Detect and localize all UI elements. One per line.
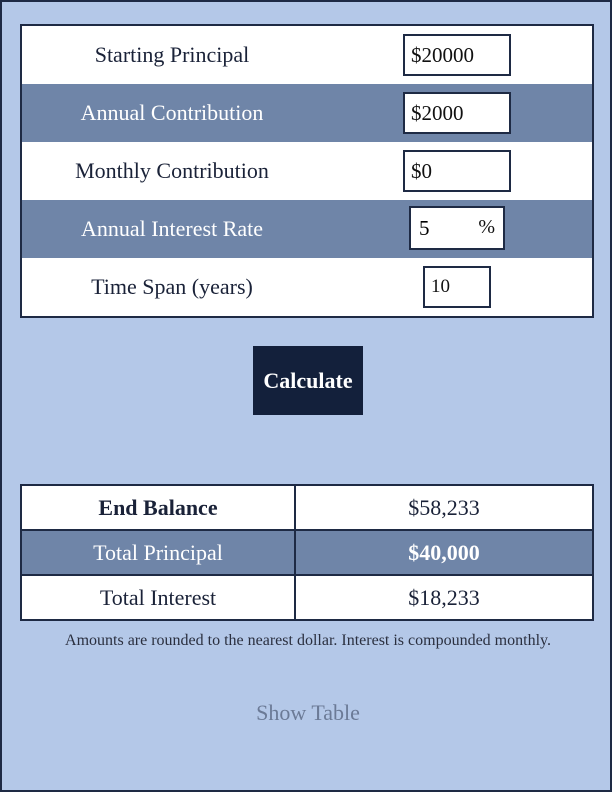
input-panel bbox=[20, 24, 594, 318]
starting-principal-label: Starting Principal bbox=[94, 42, 250, 67]
time-span-label: Time Span (years) bbox=[91, 274, 253, 299]
interest-rate-label: Annual Interest Rate bbox=[80, 216, 264, 241]
total-principal-value: $40,000 bbox=[295, 530, 593, 575]
result-row-total-interest bbox=[21, 575, 593, 620]
row-annual-contribution bbox=[22, 84, 592, 142]
row-monthly-contribution bbox=[22, 142, 592, 200]
annual-contribution-label: Annual Contribution bbox=[80, 100, 264, 125]
result-row-total-principal bbox=[21, 530, 593, 575]
results-table bbox=[20, 484, 594, 621]
total-interest-label: Total Interest bbox=[21, 575, 295, 620]
time-span-input[interactable] bbox=[423, 266, 491, 308]
monthly-contribution-label: Monthly Contribution bbox=[75, 158, 269, 183]
end-balance-label: End Balance bbox=[21, 485, 295, 530]
monthly-contribution-input[interactable] bbox=[403, 150, 511, 192]
calculate-button[interactable]: Calculate bbox=[253, 346, 363, 415]
total-principal-label: Total Principal bbox=[21, 530, 295, 575]
result-row-end-balance bbox=[21, 485, 593, 530]
percent-sign: % bbox=[478, 216, 495, 238]
rounding-note: Amounts are rounded to the nearest dollar. Interest is compounded monthly. bbox=[65, 632, 551, 649]
end-balance-value: $58,233 bbox=[295, 485, 593, 530]
row-starting-principal bbox=[22, 26, 592, 84]
row-time-span bbox=[22, 258, 592, 316]
show-table-link[interactable]: Show Table bbox=[256, 700, 360, 725]
row-interest-rate bbox=[22, 200, 592, 258]
total-interest-value: $18,233 bbox=[295, 575, 593, 620]
annual-contribution-input[interactable] bbox=[403, 92, 511, 134]
starting-principal-input[interactable] bbox=[403, 34, 511, 76]
interest-rate-field bbox=[409, 206, 505, 250]
interest-rate-input[interactable] bbox=[413, 214, 480, 242]
